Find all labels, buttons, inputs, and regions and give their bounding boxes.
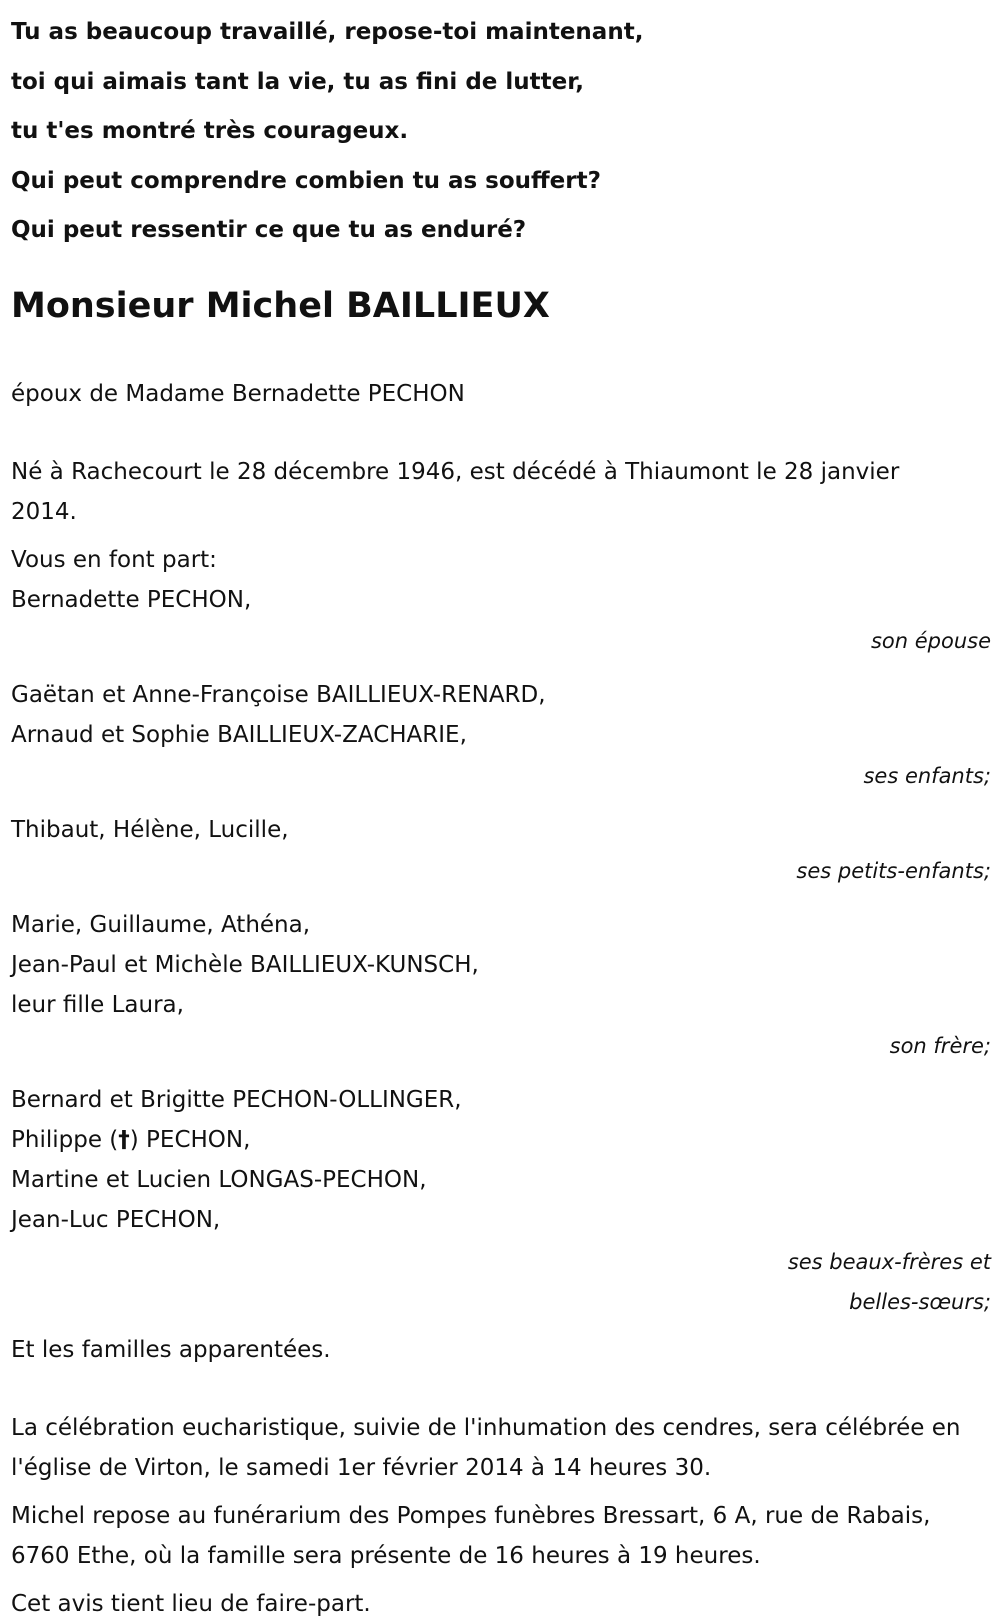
cross-icon: † [118,1126,130,1153]
poem-line: Qui peut ressentir ce que tu as enduré? [11,217,527,243]
poem [11,8,991,256]
relation-label: ses beaux-frères et [787,1249,991,1274]
spouse-line: époux de Madame Bernadette PECHON [11,380,465,407]
poem-line: Tu as beaucoup travaillé, repose-toi maintenant, [11,19,644,45]
family-name-line: leur fille Laura, [11,991,184,1018]
family-group-children [11,675,991,795]
family-name-line: Martine et Lucien LONGAS-PECHON, [11,1166,427,1193]
funeral-home-paragraph: Michel repose au funérarium des Pompes funèbres Bressart, 6 A, rue de Rabais, 6760 Ethe, où la famille sera présente de 16 heures à 19 heures. [11,1502,931,1569]
poem-line: Qui peut comprendre combien tu as souffert? [11,167,601,194]
birth-death-line: Né à Rachecourt le 28 décembre 1946, est décédé à Thiaumont le 28 janvier 2014. [11,458,900,525]
family-name-line: Thibaut, Hélène, Lucille, [11,816,289,843]
relation-label: ses enfants; [863,763,991,788]
family-group-in-laws [11,1080,991,1322]
relation-label: son frère; [889,1033,991,1058]
share-intro: Vous en font part: [11,546,217,573]
family-name-line: Bernadette PECHON, [11,586,252,613]
family-name-line: Gaëtan et Anne-Françoise BAILLIEUX-RENARD, [11,681,546,708]
family-name-line: Jean-Paul et Michèle BAILLIEUX-KUNSCH, [11,951,479,978]
family-name-line: Bernard et Brigitte PECHON-OLLINGER, [11,1086,462,1113]
family-group-spouse [11,580,991,660]
family-name-line-deceased [11,1120,991,1160]
name-part: Philippe ( [11,1126,119,1153]
poem-line: tu t'es montré très courageux. [11,118,409,144]
family-name-line: Jean-Luc PECHON, [11,1206,221,1233]
relation-label: ses petits-enfants; [796,858,991,883]
family-name-line: Arnaud et Sophie BAILLIEUX-ZACHARIE, [11,721,467,748]
poem-line: toi qui aimais tant la vie, tu as fini de lutter, [11,68,584,95]
deceased-name: Monsieur Michel BAILLIEUX [11,285,550,326]
families-line: Et les familles apparentées. [11,1336,331,1363]
ceremony-paragraph: La célébration eucharistique, suivie de l'inhumation des cendres, sera célébrée en l'église de Virton, le samedi 1er février 2014 à 14 heures 30. [11,1414,961,1481]
name-part: ) PECHON, [129,1126,251,1153]
family-name-line: Marie, Guillaume, Athéna, [11,911,311,938]
relation-label: son épouse [870,628,991,653]
family-group-brother [11,905,991,1065]
closing-line: Cet avis tient lieu de faire-part. [11,1590,371,1617]
obituary-notice [11,8,991,1624]
relation-label: belles-sœurs; [849,1289,991,1314]
family-group-grandchildren [11,810,991,890]
